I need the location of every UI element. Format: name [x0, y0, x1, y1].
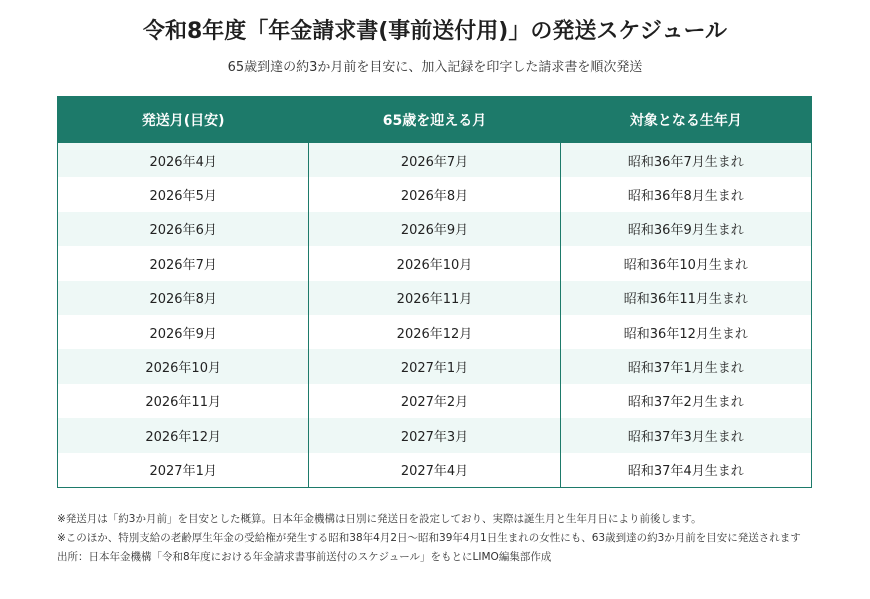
ship-month-cell: 2026年11月 — [58, 384, 309, 418]
turning-65-cell: 2026年12月 — [309, 315, 560, 349]
footnotes — [57, 510, 867, 567]
table-header-row — [58, 97, 812, 144]
birth-month-cell: 昭和36年10月生まれ — [560, 246, 811, 280]
birth-month-cell: 昭和36年12月生まれ — [560, 315, 811, 349]
turning-65-cell: 2026年11月 — [309, 281, 560, 315]
table-row — [58, 315, 812, 349]
table-row — [58, 143, 812, 177]
birth-month-cell: 昭和37年4月生まれ — [560, 453, 811, 488]
table-row — [58, 246, 812, 280]
column-header-turning-65-month: 65歳を迎える月 — [309, 97, 560, 144]
page-subtitle: 65歳到達の約3か月前を目安に、加入記録を印字した請求書を順次発送 — [227, 60, 643, 75]
ship-month-cell: 2026年7月 — [58, 246, 309, 280]
birth-month-cell: 昭和36年9月生まれ — [560, 212, 811, 246]
birth-month-cell: 昭和36年8月生まれ — [560, 177, 811, 211]
turning-65-cell: 2027年2月 — [309, 384, 560, 418]
table-row — [58, 384, 812, 418]
birth-month-cell: 昭和37年2月生まれ — [560, 384, 811, 418]
schedule-table — [57, 96, 812, 488]
page-title: 令和8年度「年金請求書(事前送付用)」の発送スケジュール — [142, 19, 728, 44]
ship-month-cell: 2026年12月 — [58, 418, 309, 452]
ship-month-cell: 2026年10月 — [58, 349, 309, 383]
turning-65-cell: 2026年7月 — [309, 143, 560, 177]
table-row — [58, 281, 812, 315]
ship-month-cell: 2026年5月 — [58, 177, 309, 211]
turning-65-cell: 2027年4月 — [309, 453, 560, 488]
turning-65-cell: 2027年3月 — [309, 418, 560, 452]
turning-65-cell: 2026年10月 — [309, 246, 560, 280]
ship-month-cell: 2026年9月 — [58, 315, 309, 349]
footnote-ship-month: ※発送月は「約3か月前」を目安とした概算。日本年金機構は日別に発送日を設定しており、実際は誕生月と生年月日により前後します。 — [57, 513, 702, 525]
turning-65-cell: 2026年8月 — [309, 177, 560, 211]
table-row — [58, 453, 812, 488]
birth-month-cell: 昭和37年1月生まれ — [560, 349, 811, 383]
birth-month-cell: 昭和37年3月生まれ — [560, 418, 811, 452]
column-header-ship-month: 発送月(目安) — [58, 97, 309, 144]
table-row — [58, 349, 812, 383]
birth-month-cell: 昭和36年11月生まれ — [560, 281, 811, 315]
ship-month-cell: 2027年1月 — [58, 453, 309, 488]
table-row — [58, 177, 812, 211]
turning-65-cell: 2027年1月 — [309, 349, 560, 383]
column-header-birth-month: 対象となる生年月 — [560, 97, 811, 144]
turning-65-cell: 2026年9月 — [309, 212, 560, 246]
table-row — [58, 418, 812, 452]
ship-month-cell: 2026年6月 — [58, 212, 309, 246]
birth-month-cell: 昭和36年7月生まれ — [560, 143, 811, 177]
footnote-women-special: ※このほか、特別支給の老齢厚生年金の受給権が発生する昭和38年4月2日〜昭和39年4月1日生まれの女性にも、63歳到達の約3か月前を目安に発送されます — [57, 532, 801, 544]
source-note: 出所：日本年金機構「令和8年度における年金請求書事前送付のスケジュール」をもとにLIMO編集部作成 — [57, 551, 552, 563]
table-row — [58, 212, 812, 246]
ship-month-cell: 2026年4月 — [58, 143, 309, 177]
ship-month-cell: 2026年8月 — [58, 281, 309, 315]
